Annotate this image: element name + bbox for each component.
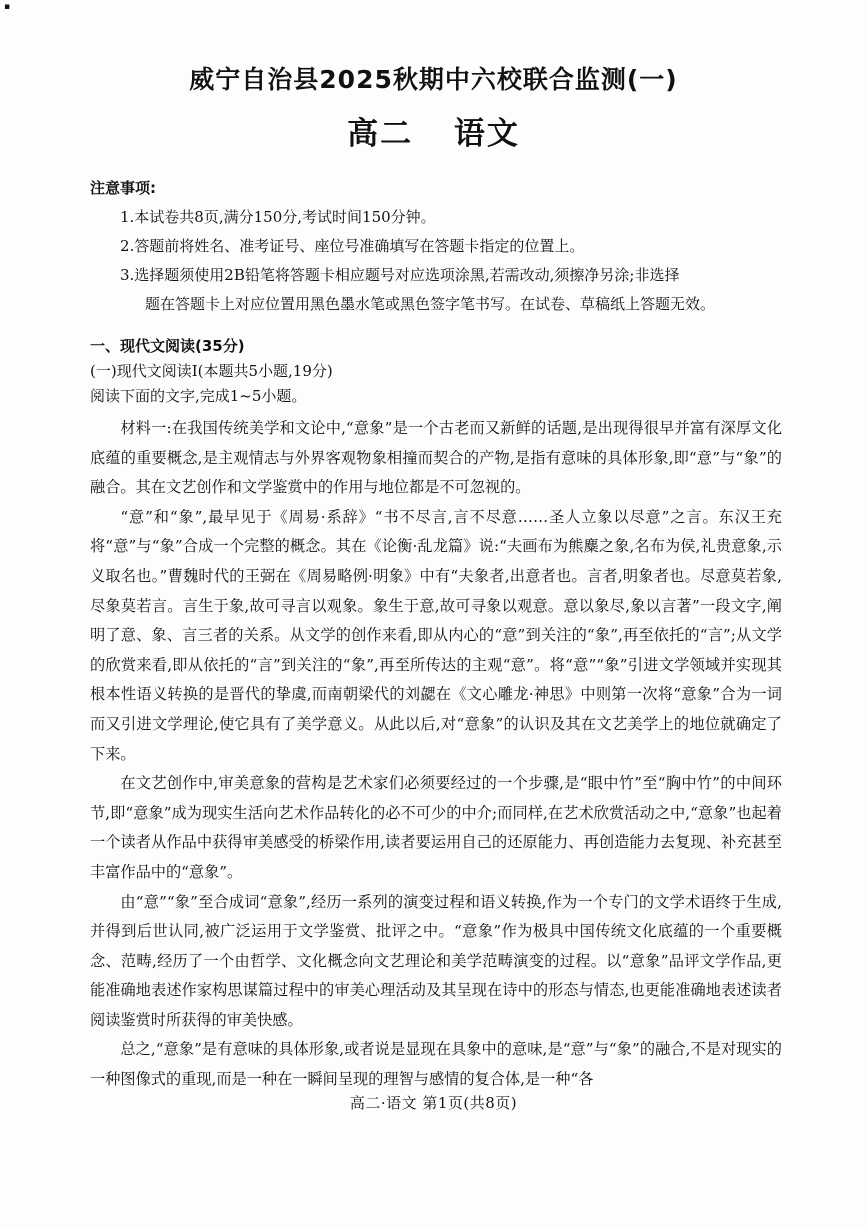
material-label: 材料一:: [120, 419, 172, 437]
section-header: [90, 334, 790, 409]
section-part-title: 一、现代文阅读(35分): [90, 337, 245, 355]
section-instruction: 阅读下面的文字,完成1~5小题。: [90, 387, 307, 405]
notes-block: [90, 174, 790, 319]
passage-paragraph: “意”和“象”,最早见于《周易·系辞》“书不尽言,言不尽意……圣人立象以尽意”之言。东汉王充将“意”与“象”合成一个完整的概念。其在《论衡·乱龙篇》说:“夫画布为熊麋之象,名布为侯,礼贵意象,示义取名也。”曹魏时代的王弼在《周易略例·明象》中有“夫象者,出意者也。言者,明象者也。尽意莫若象,尽象莫若言。言生于象,故可寻言以观象。象生于意,故可寻象以观意。意以象尽,象以言著”一段文字,阐明了意、象、言三者的关系。从文学的创作来看,即从内心的“意”到关注的“象”,再至依托的“言”;从文学的欣赏来看,即从依托的“言”到关注的“象”,再至所传达的主观“意”。将“意”“象”引进文学领域并实现其根本性语义转换的是晋代的挚虞,而南朝梁代的刘勰在《文心雕龙·神思》中则第一次将“意象”合为一词而又引进文学理论,使它具有了美学意义。从此以后,对“意象”的认识及其在文艺美学上的地位就确定了下来。: [90, 507, 782, 763]
passage-paragraph: 在文艺创作中,审美意象的营构是艺术家们必须要经过的一个步骤,是“眼中竹”至“胸中竹”的中间环节,即“意象”成为现实生活向艺术作品转化的必不可少的中介;而同样,在艺术欣赏活动之中,“意象”也起着一个读者从作品中获得审美感受的桥梁作用,读者要运用自己的还原能力、再创造能力去复现、补充甚至丰富作品中的“意象”。: [90, 774, 782, 881]
page-footer: 高二·语文 第1页(共8页): [349, 1094, 518, 1112]
section-sub-title: (一)现代文阅读Ⅰ(本题共5小题,19分): [90, 362, 333, 380]
exam-title: 威宁自治县2025秋期中六校联合监测(一): [189, 65, 678, 94]
corner-mark: ▪: [4, 2, 11, 12]
passage-paragraph: 由“意”“象”至合成词“意象”,经历一系列的演变过程和语义转换,作为一个专门的文学术语终于生成,并得到后世认同,被广泛运用于文学鉴赏、批评之中。“意象”作为极具中国传统文化底蕴的一个重要概念、范畴,经历了一个由哲学、文化概念向文艺理论和美学范畴演变的过程。以“意象”品评文学作品,更能准确地表述作家构思谋篇过程中的审美心理活动及其呈现在诗中的形态与情态,也更能准确地表述读者阅读鉴赏时所获得的审美快感。: [90, 892, 782, 1029]
exam-subtitle: 高二 语文: [347, 116, 520, 152]
notes-item: 1.本试卷共8页,满分150分,考试时间150分钟。: [120, 208, 436, 226]
passage-paragraph: 总之,“意象”是有意味的具体形象,或者说是显现在具象中的意味,是“意”与“象”的融合,不是对现实的一种图像式的重现,而是一种在一瞬间呈现的理智与感情的复合体,是一种“各: [90, 1040, 782, 1089]
notes-item-continuation: 题在答题卡上对应位置用黑色墨水笔或黑色签字笔书写。在试卷、草稿纸上答题无效。: [145, 295, 716, 313]
notes-item: 2.答题前将姓名、准考证号、座位号准确填写在答题卡指定的位置上。: [120, 237, 585, 255]
passage: [90, 414, 782, 1095]
notes-heading: 注意事项:: [90, 179, 156, 197]
passage-paragraph: 材料一:在我国传统美学和文论中,“意象”是一个古老而又新鲜的话题,是出现得很早并富有深厚文化底蕴的重要概念,是主观情志与外界客观物象相撞而契合的产物,是指有意味的具体形象,即“意”与“象”的融合。其在文艺创作和文学鉴赏中的作用与地位都是不可忽视的。: [90, 419, 783, 497]
notes-item: 3.选择题须使用2B铅笔将答题卡相应题号对应选项涂黑,若需改动,须擦净另涂;非选择: [120, 266, 680, 284]
